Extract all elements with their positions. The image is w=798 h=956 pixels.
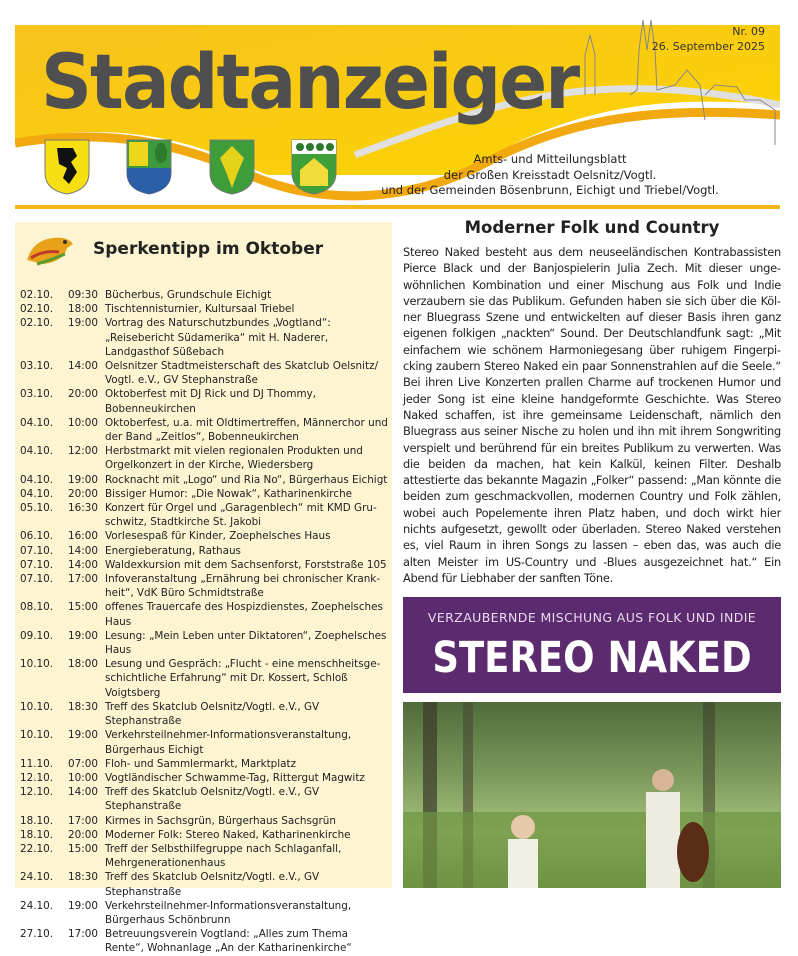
- header-divider: [15, 205, 780, 209]
- event-date: 04.10.: [20, 445, 54, 458]
- event-time: 09:30: [68, 289, 98, 301]
- triebel-coat-of-arms-icon: [290, 138, 338, 195]
- event-date: 02.10.: [20, 303, 54, 316]
- event-date: 04.10.: [20, 473, 54, 486]
- event-text: Infoveranstaltung „Ernährung bei chronischer Krankheit“, VdK Büro Schmidtstraße: [105, 573, 381, 600]
- event-date: 07.10.: [20, 558, 54, 571]
- boesenbrunn-coat-of-arms-icon: [125, 138, 173, 195]
- event-time: 14:00: [68, 558, 98, 571]
- event-date: 09.10.: [20, 629, 54, 642]
- event-row: [20, 316, 390, 359]
- eichigt-coat-of-arms-icon: [208, 138, 256, 195]
- event-row: [20, 785, 390, 813]
- event-row: [20, 572, 390, 600]
- event-row: [20, 771, 390, 785]
- issue-number: Nr. 09: [732, 25, 765, 38]
- event-row: [20, 814, 390, 828]
- event-date: 24.10.: [20, 871, 54, 884]
- event-row: [20, 600, 390, 628]
- event-text: Lesung und Gespräch: „Flucht - eine menschheitsgeschichtliche Erfahrung“ mit Dr. Kossert, Schloß Voigtsberg: [105, 658, 381, 699]
- event-row: [20, 728, 390, 756]
- event-row: [20, 842, 390, 870]
- event-row: [20, 870, 390, 898]
- event-date: 18.10.: [20, 828, 54, 841]
- event-row: [20, 544, 390, 558]
- event-time: 18:30: [68, 871, 98, 884]
- event-row: [20, 501, 390, 529]
- event-text: Konzert für Orgel und „Garagenblech“ mit KMD Gruschwitz, Stadtkirche St. Jakobi: [105, 502, 377, 529]
- event-text: Rocknacht mit „Logo“ und Ria No“, Bürgerhaus Eichigt: [105, 473, 388, 486]
- sparrow-bird-icon: [23, 230, 79, 270]
- event-time: 10:00: [68, 771, 98, 784]
- event-date: 04.10.: [20, 416, 54, 429]
- event-row: [20, 473, 390, 487]
- event-time: 20:00: [68, 828, 98, 841]
- event-text: Treff des Skatclub Oelsnitz/Vogtl. e.V., GV Stephanstraße: [105, 871, 320, 898]
- event-time: 19:00: [68, 899, 98, 912]
- event-row: [20, 700, 390, 728]
- event-row: [20, 529, 390, 543]
- event-time: 16:30: [68, 502, 98, 515]
- event-row: [20, 558, 390, 572]
- event-date: 03.10.: [20, 360, 54, 373]
- event-row: [20, 629, 390, 657]
- event-text: Energieberatung, Rathaus: [105, 544, 241, 557]
- event-date: 02.10.: [20, 289, 54, 301]
- event-text: Floh- und Sammlermarkt, Marktplatz: [105, 757, 297, 770]
- event-text: Treff des Skatclub Oelsnitz/Vogtl. e.V., GV Stephanstraße: [105, 700, 320, 728]
- event-time: 10:00: [68, 416, 98, 429]
- event-time: 16:00: [68, 530, 98, 543]
- tagline: [350, 152, 750, 199]
- event-time: 20:00: [68, 487, 98, 500]
- event-row: [20, 487, 390, 501]
- oelsnitz-coat-of-arms-icon: [43, 138, 91, 195]
- event-text: Oelsnitzer Stadtmeisterschaft des Skatclub Oelsnitz/ Vogtl. e.V., GV Stephanstraße: [105, 360, 379, 387]
- event-row: [20, 657, 390, 700]
- event-time: 14:00: [68, 544, 98, 557]
- band-photo: [403, 702, 781, 888]
- issue-info: [652, 24, 765, 54]
- event-text: Oktoberfest mit DJ Rick und DJ Thommy, Bobenneukirchen: [105, 388, 317, 415]
- event-text: Verkehrsteilnehmer-Informationsveranstaltung, Bürgerhaus Eichigt: [105, 729, 352, 756]
- tagline-line: und der Gemeinden Bösenbrunn, Eichigt und Triebel/Vogtl.: [381, 183, 719, 197]
- event-date: 04.10.: [20, 487, 54, 500]
- event-row: [20, 444, 390, 472]
- event-date: 11.10.: [20, 757, 54, 770]
- event-date: 02.10.: [20, 317, 54, 330]
- event-time: 12:00: [68, 445, 98, 458]
- event-date: 10.10.: [20, 700, 54, 713]
- event-text: Kirmes in Sachsgrün, Bürgerhaus Sachsgrün: [105, 814, 336, 827]
- event-text: Vorlesespaß für Kinder, Zoephelsches Haus: [105, 530, 331, 543]
- article-body: Stereo Naked besteht aus dem neuseeländischen Kontrabassisten Pierce Black und der Banjospielerin Julia Zech. Mit dieser ungewöhnlichen Kombination und einer Mischung aus Folk und Indie verzaubern sie das Publikum. Gefunden haben sie sich über die Kölner Bluegrass Szene und entwickelten auf dieser Basis ihren ganz eigenen folkigen „nackten“ Sound. Der Deutschlandfunk sagt: „Mit einfachem wie schönem Harmoniegesang über ruhigem Fingerpicking zaubern Stereo Naked ein paar Sonnenstrahlen auf die Seele.“ Bei ihren Live Konzerten prallen Charme auf trockenen Humor und jeder Song ist eine kleine handgeformte Geschichte. Was Stereo Naked schaffen, ist ihre gemeinsame Leidenschaft, nämlich den Bluegrass aus seiner Nische zu holen und ihn mit ihrem Songwriting verspielt und berührend für ein breites Publikum zu verwerten. Was die beiden da machen, hat kein Kalkül, keinen Filter. Deshalb attestierte das bekannte Magazin „Folker“ passend: „Man könnte die beiden zum geschmackvollen, modernen Country und Folk zählen, wobei auch Popelemente ihren Platz haben, und doch wirkt hier nichts aufgesetzt, gewollt oder überladen. Stereo Naked verstehen es, viel Raum in ihren Songs zu lassen – eben das, was auch die alten Meister im US-Country und -Blues ausgezeichnet hat.“ Ein Abend für Liebhaber der sanften Töne.: [403, 245, 781, 585]
- event-row: [20, 927, 390, 955]
- event-date: 05.10.: [20, 502, 54, 515]
- tips-title: Sperkentipp im Oktober: [93, 239, 324, 259]
- tagline-line: Amts- und Mitteilungsblatt: [473, 152, 627, 166]
- event-time: 14:00: [68, 786, 98, 799]
- event-text: Treff des Skatclub Oelsnitz/Vogtl. e.V., GV Stephanstraße: [105, 786, 320, 813]
- event-row: [20, 828, 390, 842]
- promo-subtitle: VERZAUBERNDE MISCHUNG AUS FOLK UND INDIE: [427, 610, 757, 625]
- event-date: 10.10.: [20, 658, 54, 671]
- event-date: 24.10.: [20, 899, 54, 912]
- promo-banner: [403, 597, 781, 693]
- event-text: Moderner Folk: Stereo Naked, Katharinenkirche: [105, 828, 351, 841]
- event-time: 18:30: [68, 700, 98, 713]
- event-date: 12.10.: [20, 786, 54, 799]
- event-row: [20, 757, 390, 771]
- event-time: 15:00: [68, 842, 98, 855]
- event-text: Oktoberfest, u.a. mit Oldtimertreffen, Männerchor und der Band „Zeitlos“, Bobenneukirchen: [105, 416, 388, 444]
- band-photo-illustration: [403, 702, 781, 888]
- event-row: [20, 288, 390, 302]
- event-time: 19:00: [68, 729, 98, 742]
- event-time: 14:00: [68, 360, 98, 373]
- event-date: 07.10.: [20, 573, 54, 586]
- event-time: 17:00: [68, 573, 98, 586]
- event-time: 18:00: [68, 303, 98, 316]
- event-date: 12.10.: [20, 771, 54, 784]
- event-time: 19:00: [68, 317, 98, 330]
- event-time: 20:00: [68, 388, 98, 401]
- article-title: Moderner Folk und Country: [464, 218, 720, 237]
- event-text: Vortrag des Naturschutzbundes „Vogtland“: „Reisebericht Südamerika“ mit H. Naderer, Landgasthof Süßebach: [105, 317, 331, 358]
- event-text: Lesung: „Mein Leben unter Diktatoren“, Zoephelsches Haus: [105, 629, 387, 657]
- promo-title: STEREO NAKED: [432, 633, 752, 683]
- event-tips-box: [15, 222, 392, 955]
- event-row: [20, 302, 390, 316]
- event-date: 08.10.: [20, 601, 54, 614]
- issue-date: 26. September 2025: [651, 40, 765, 53]
- event-row: [20, 387, 390, 415]
- event-time: 07:00: [68, 757, 98, 770]
- event-text: offenes Trauercafe des Hospizdienstes, Zoephelsches Haus: [105, 601, 383, 628]
- event-time: 18:00: [68, 658, 98, 671]
- event-row: [20, 416, 390, 444]
- event-text: Tischtennisturnier, Kultursaal Triebel: [105, 303, 295, 316]
- tagline-line: der Großen Kreisstadt Oelsnitz/Vogtl.: [443, 167, 657, 182]
- event-time: 17:00: [68, 814, 98, 827]
- masthead-title: Stadtanzeiger: [41, 37, 579, 126]
- event-text: Bissiger Humor: „Die Nowak“, Katharinenkirche: [105, 487, 353, 500]
- event-row: [20, 359, 390, 387]
- event-text: Verkehrsteilnehmer-Informationsveranstaltung, Bürgerhaus Schönbrunn: [105, 899, 352, 926]
- event-row: [20, 899, 390, 927]
- event-time: 15:00: [68, 601, 98, 614]
- event-date: 22.10.: [20, 842, 54, 855]
- masthead: [15, 15, 780, 205]
- event-time: 19:00: [68, 473, 98, 486]
- event-date: 07.10.: [20, 544, 54, 557]
- event-date: 03.10.: [20, 388, 54, 401]
- event-text: Treff der Selbsthilfegruppe nach Schlaganfall, Mehrgenerationenhaus: [105, 842, 342, 870]
- event-time: 19:00: [68, 629, 98, 642]
- event-text: Vogtländischer Schwamme-Tag, Rittergut Magwitz: [105, 771, 365, 784]
- event-text: Bücherbus, Grundschule Eichigt: [105, 289, 272, 301]
- event-date: 27.10.: [20, 928, 54, 941]
- event-time: 17:00: [68, 928, 98, 941]
- event-text: Betreuungsverein Vogtland: „Alles zum Thema Rente“, Wohnanlage „An der Katharinenkirche“: [105, 928, 352, 955]
- event-list: [20, 288, 390, 956]
- event-date: 18.10.: [20, 814, 54, 827]
- event-text: Herbstmarkt mit vielen regionalen Produkten und Orgelkonzert in der Kirche, Wiedersberg: [105, 445, 363, 472]
- event-text: Waldexkursion mit dem Sachsenforst, Forststraße 105: [105, 558, 387, 571]
- event-date: 06.10.: [20, 530, 54, 543]
- event-date: 10.10.: [20, 729, 54, 742]
